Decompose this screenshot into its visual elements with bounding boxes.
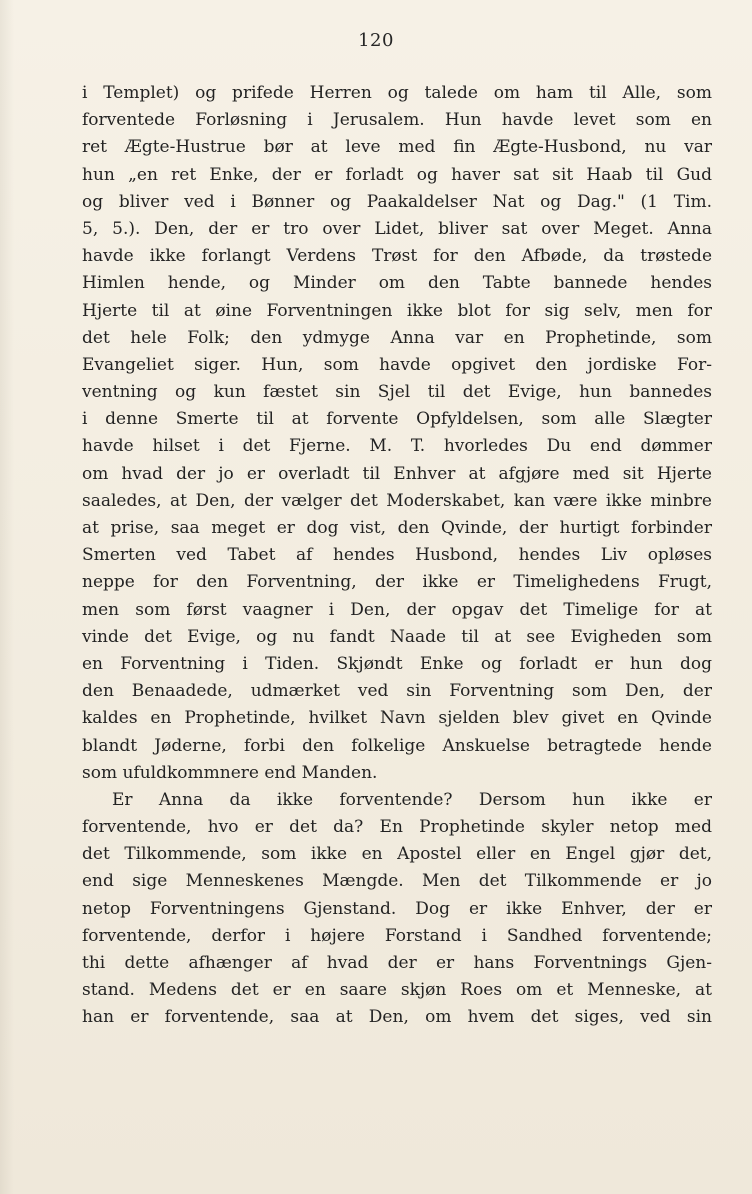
text-line: netop Forventningens Gjenstand. Dog er ikke Enhver, der er xyxy=(82,898,712,919)
text-line: saaledes, at Den, der vælger det Moderskabet, kan være ikke minbre xyxy=(82,490,712,511)
text-line: ventning og kun fæstet sin Sjel til det Evige, hun bannedes xyxy=(82,382,712,403)
body-text xyxy=(82,80,712,1032)
text-line: vinde det Evige, og nu fandt Naade til at see Evigheden som xyxy=(82,626,712,647)
text-line: Er Anna da ikke forventende? Dersom hun ikke er xyxy=(112,789,712,810)
text-line: og bliver ved i Bønner og Paakaldelser Nat og Dag." (1 Tim. xyxy=(82,191,712,212)
text-line: om hvad der jo er overladt til Enhver at afgjøre med sit Hjerte xyxy=(82,463,712,484)
text-line: som ufuldkommnere end Manden. xyxy=(82,762,378,783)
text-line: havde ikke forlangt Verdens Trøst for den Afbøde, da trøstede xyxy=(82,246,712,267)
text-line: en Forventning i Tiden. Skjøndt Enke og forladt er hun dog xyxy=(82,653,712,674)
text-line: han er forventende, saa at Den, om hvem det siges, ved sin xyxy=(82,1007,712,1028)
text-line: blandt Jøderne, forbi den folkelige Anskuelse betragtede hende xyxy=(82,735,712,756)
text-line: den Benaadede, udmærket ved sin Forventning som Den, der xyxy=(82,681,712,702)
text-line: forventende, derfor i højere Forstand i Sandhed forventende; xyxy=(82,925,712,946)
text-line: 5, 5.). Den, der er tro over Lidet, bliver sat over Meget. Anna xyxy=(82,218,712,239)
text-line: det Tilkommende, som ikke en Apostel eller en Engel gjør det, xyxy=(82,844,712,865)
text-line: i denne Smerte til at forvente Opfyldelsen, som alle Slægter xyxy=(82,409,712,430)
text-line: Smerten ved Tabet af hendes Husbond, hendes Liv opløses xyxy=(82,545,712,566)
text-line: stand. Medens det er en saare skjøn Roes om et Menneske, at xyxy=(82,980,712,1001)
text-line: at prise, saa meget er dog vist, den Qvinde, der hurtigt forbinder xyxy=(82,518,712,538)
text-line: Evangeliet siger. Hun, som havde opgivet den jordiske For- xyxy=(82,354,712,375)
page-number: 120 xyxy=(358,30,394,51)
text-line: end sige Menneskenes Mængde. Men det Tilkommende er jo xyxy=(82,871,712,892)
text-line: neppe for den Forventning, der ikke er Timelighedens Frugt, xyxy=(82,572,712,593)
text-line: kaldes en Prophetinde, hvilket Navn sjelden blev givet en Qvinde xyxy=(82,708,712,729)
text-line: i Templet) og prifede Herren og talede om ham til Alle, som xyxy=(82,83,712,103)
text-line: forventende, hvo er det da? En Prophetinde skyler netop med xyxy=(82,817,712,838)
text-line: Himlen hende, og Minder om den Tabte bannede hendes xyxy=(82,273,712,294)
text-line: ret Ægte-Hustrue bør at leve med fin Ægte-Husbond, nu var xyxy=(82,137,712,158)
text-line: forventede Forløsning i Jerusalem. Hun havde levet som en xyxy=(82,110,712,131)
page-edge-shadow xyxy=(0,0,14,1194)
text-line: Hjerte til at øine Forventningen ikke blot for sig selv, men for xyxy=(82,300,712,321)
text-line: thi dette afhænger af hvad der er hans Forventnings Gjen- xyxy=(82,953,712,973)
text-line: men som først vaagner i Den, der opgav det Timelige for at xyxy=(82,599,712,620)
text-line: hun „en ret Enke, der er forladt og haver sat sit Haab til Gud xyxy=(82,164,712,185)
text-line: havde hilset i det Fjerne. M. T. hvorledes Du end dømmer xyxy=(82,436,712,457)
text-line: det hele Folk; den ydmyge Anna var en Prophetinde, som xyxy=(82,327,712,348)
